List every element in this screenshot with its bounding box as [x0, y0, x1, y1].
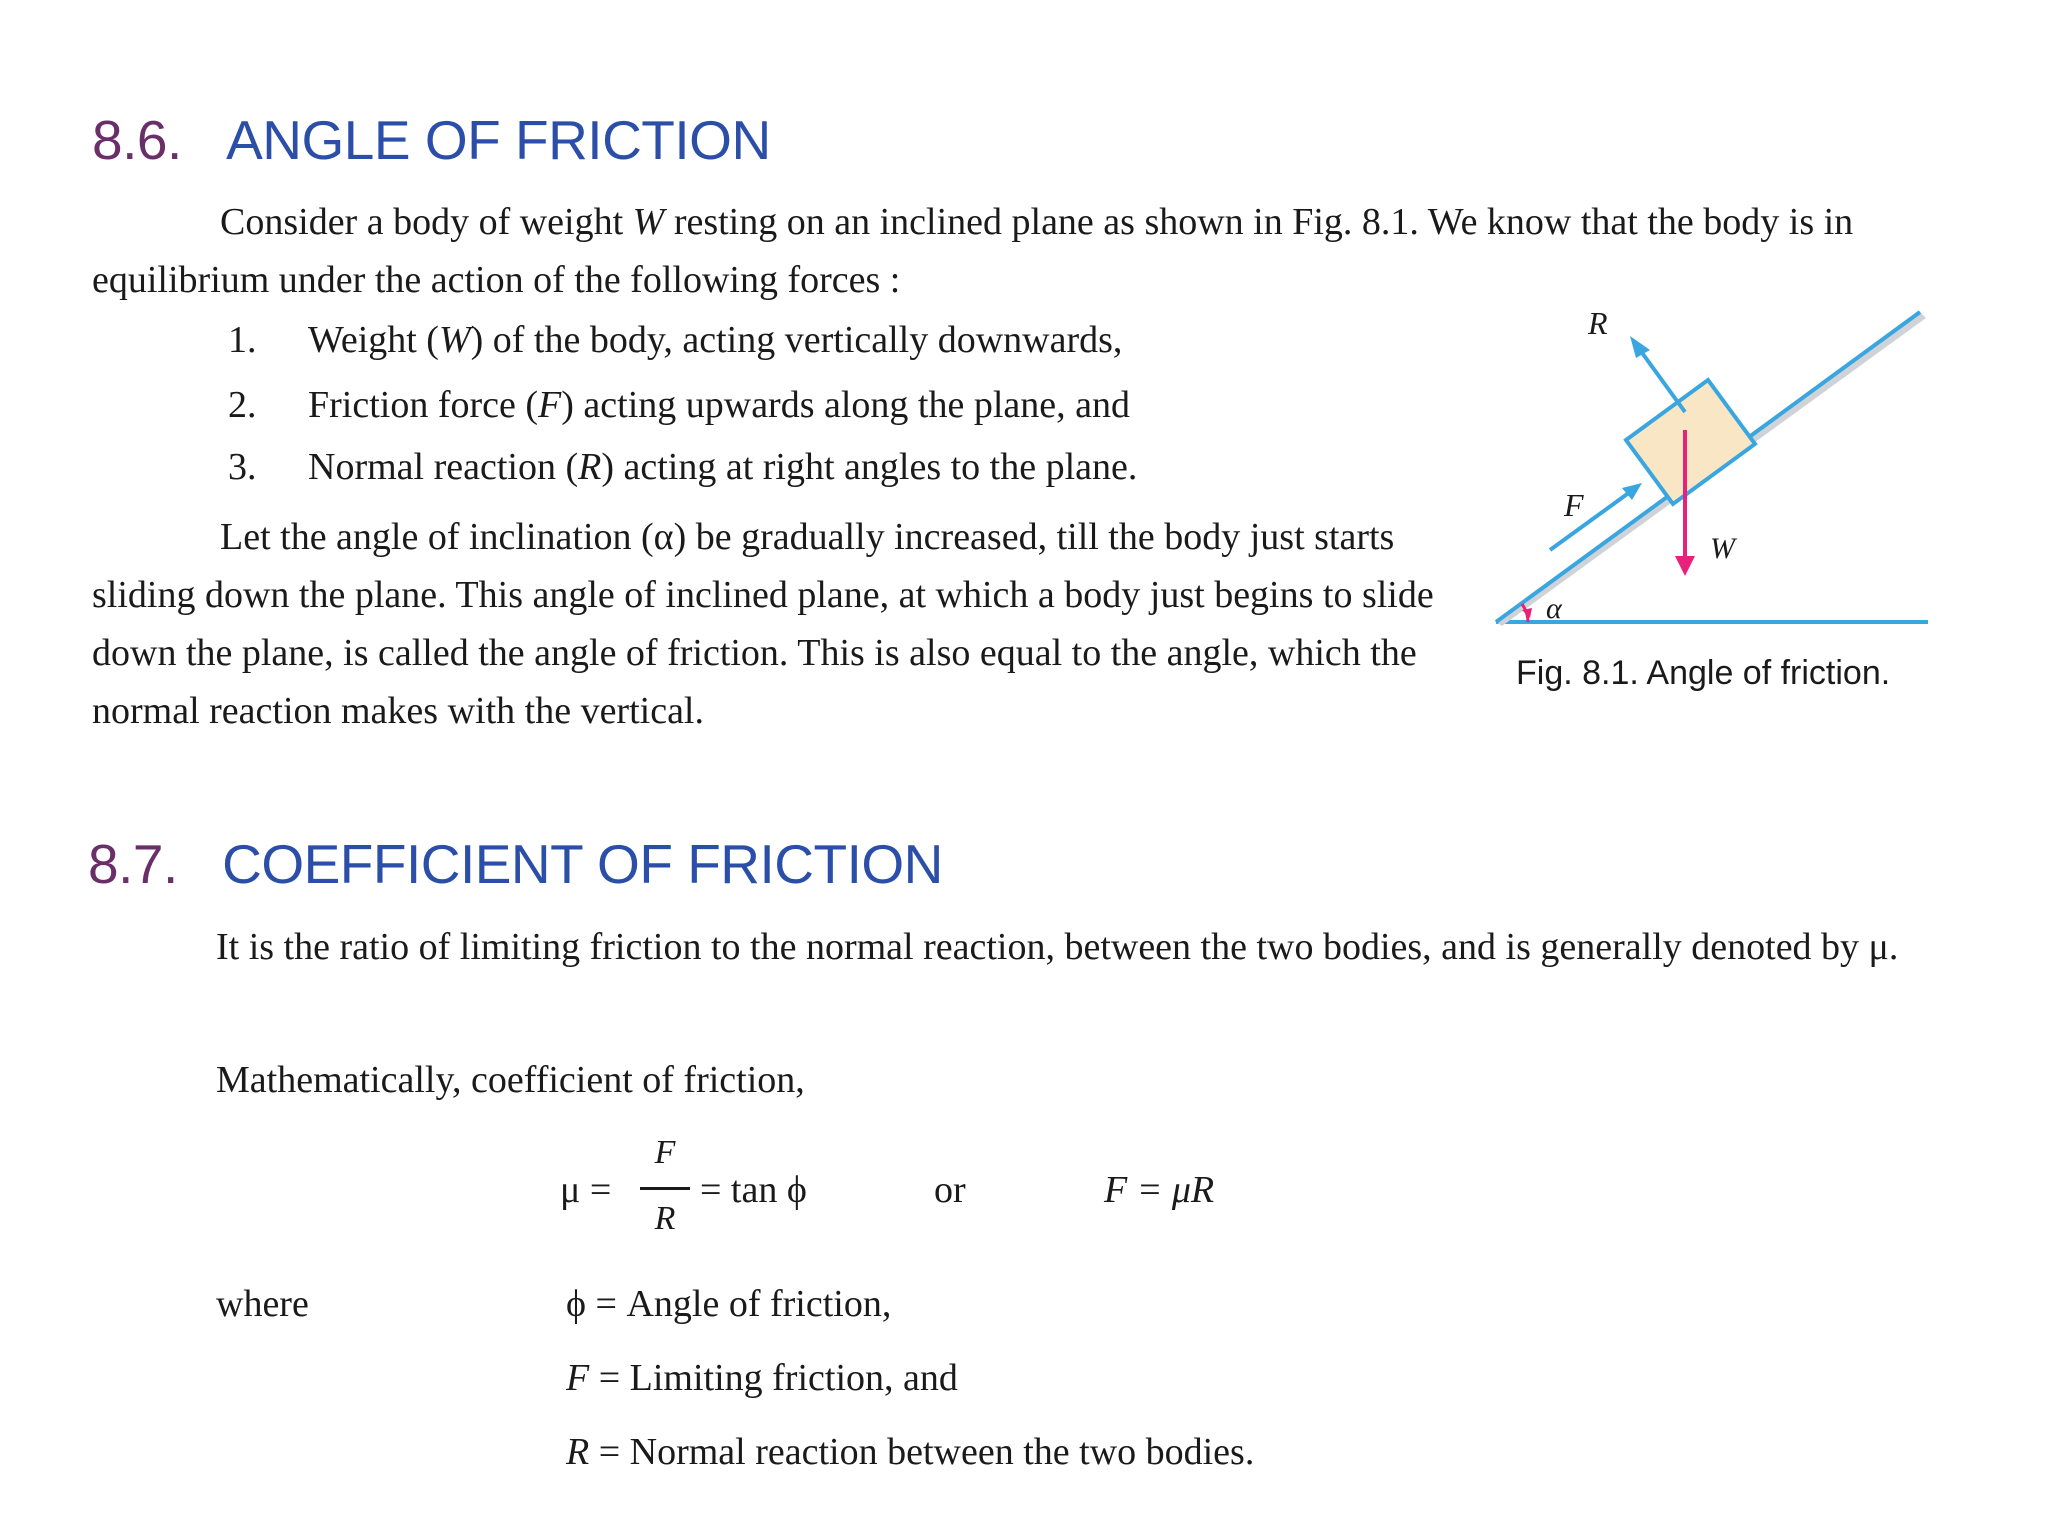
list-item: 1. Weight (W) of the body, acting vertically downwards, [228, 319, 1123, 361]
fraction-denominator: R [654, 1200, 676, 1237]
definition-line: R = Normal reaction between the two bodies. [566, 1431, 1255, 1473]
section-number: 8.6. [92, 109, 182, 171]
equation-mu: μ = [560, 1169, 612, 1211]
block [1626, 380, 1755, 504]
label-alpha: α [1546, 592, 1562, 625]
section-heading-8-6 [92, 108, 771, 172]
inclined-plane-figure [1480, 300, 1960, 640]
equation-tan: = tan ϕ [700, 1169, 807, 1211]
angle-of-friction-paragraph: Let the angle of inclination (α) be gradually increased, till the body just starts sliding down the plane. This angle of inclined plane, at which a body just begins to slide down the plane, is called the angle of friction. This is also equal to the angle, which the normal reaction makes with the vertical. [92, 516, 1434, 732]
label-f: F [1564, 487, 1584, 523]
section-heading-8-7 [88, 832, 943, 896]
equation-or: or [934, 1169, 966, 1211]
section-title: COEFFICIENT OF FRICTION [222, 833, 943, 895]
weight-arrowhead [1675, 556, 1695, 576]
label-w: W [1710, 532, 1735, 565]
fraction-numerator: F [654, 1134, 676, 1171]
label-r: R [1588, 305, 1608, 341]
list-item: 2. Friction force (F) acting upwards along the plane, and [228, 384, 1131, 426]
definition-line: ϕ = Angle of friction, [566, 1283, 892, 1325]
section-number: 8.7. [88, 833, 178, 895]
list-item: 3. Normal reaction (R) acting at right angles to the plane. [228, 446, 1138, 488]
definition-line: F = Limiting friction, and [566, 1357, 958, 1399]
math-intro: Mathematically, coefficient of friction, [216, 1059, 805, 1101]
fraction-bar [640, 1187, 690, 1190]
equation-alternate: F = μR [1104, 1169, 1215, 1211]
intro-paragraph: Consider a body of weight W resting on an inclined plane as shown in Fig. 8.1. We know that the body is in equilibrium under the action of the following forces : [92, 201, 1854, 301]
where-label: where [216, 1283, 309, 1325]
figure-caption: Fig. 8.1. Angle of friction. [1516, 654, 1891, 692]
coefficient-paragraph: It is the ratio of limiting friction to the normal reaction, between the two bodies, and is generally denoted by μ. [216, 926, 1899, 968]
section-title: ANGLE OF FRICTION [226, 109, 771, 171]
normal-reaction-arrowhead [1630, 336, 1650, 358]
normal-reaction-arrow [1640, 350, 1685, 412]
